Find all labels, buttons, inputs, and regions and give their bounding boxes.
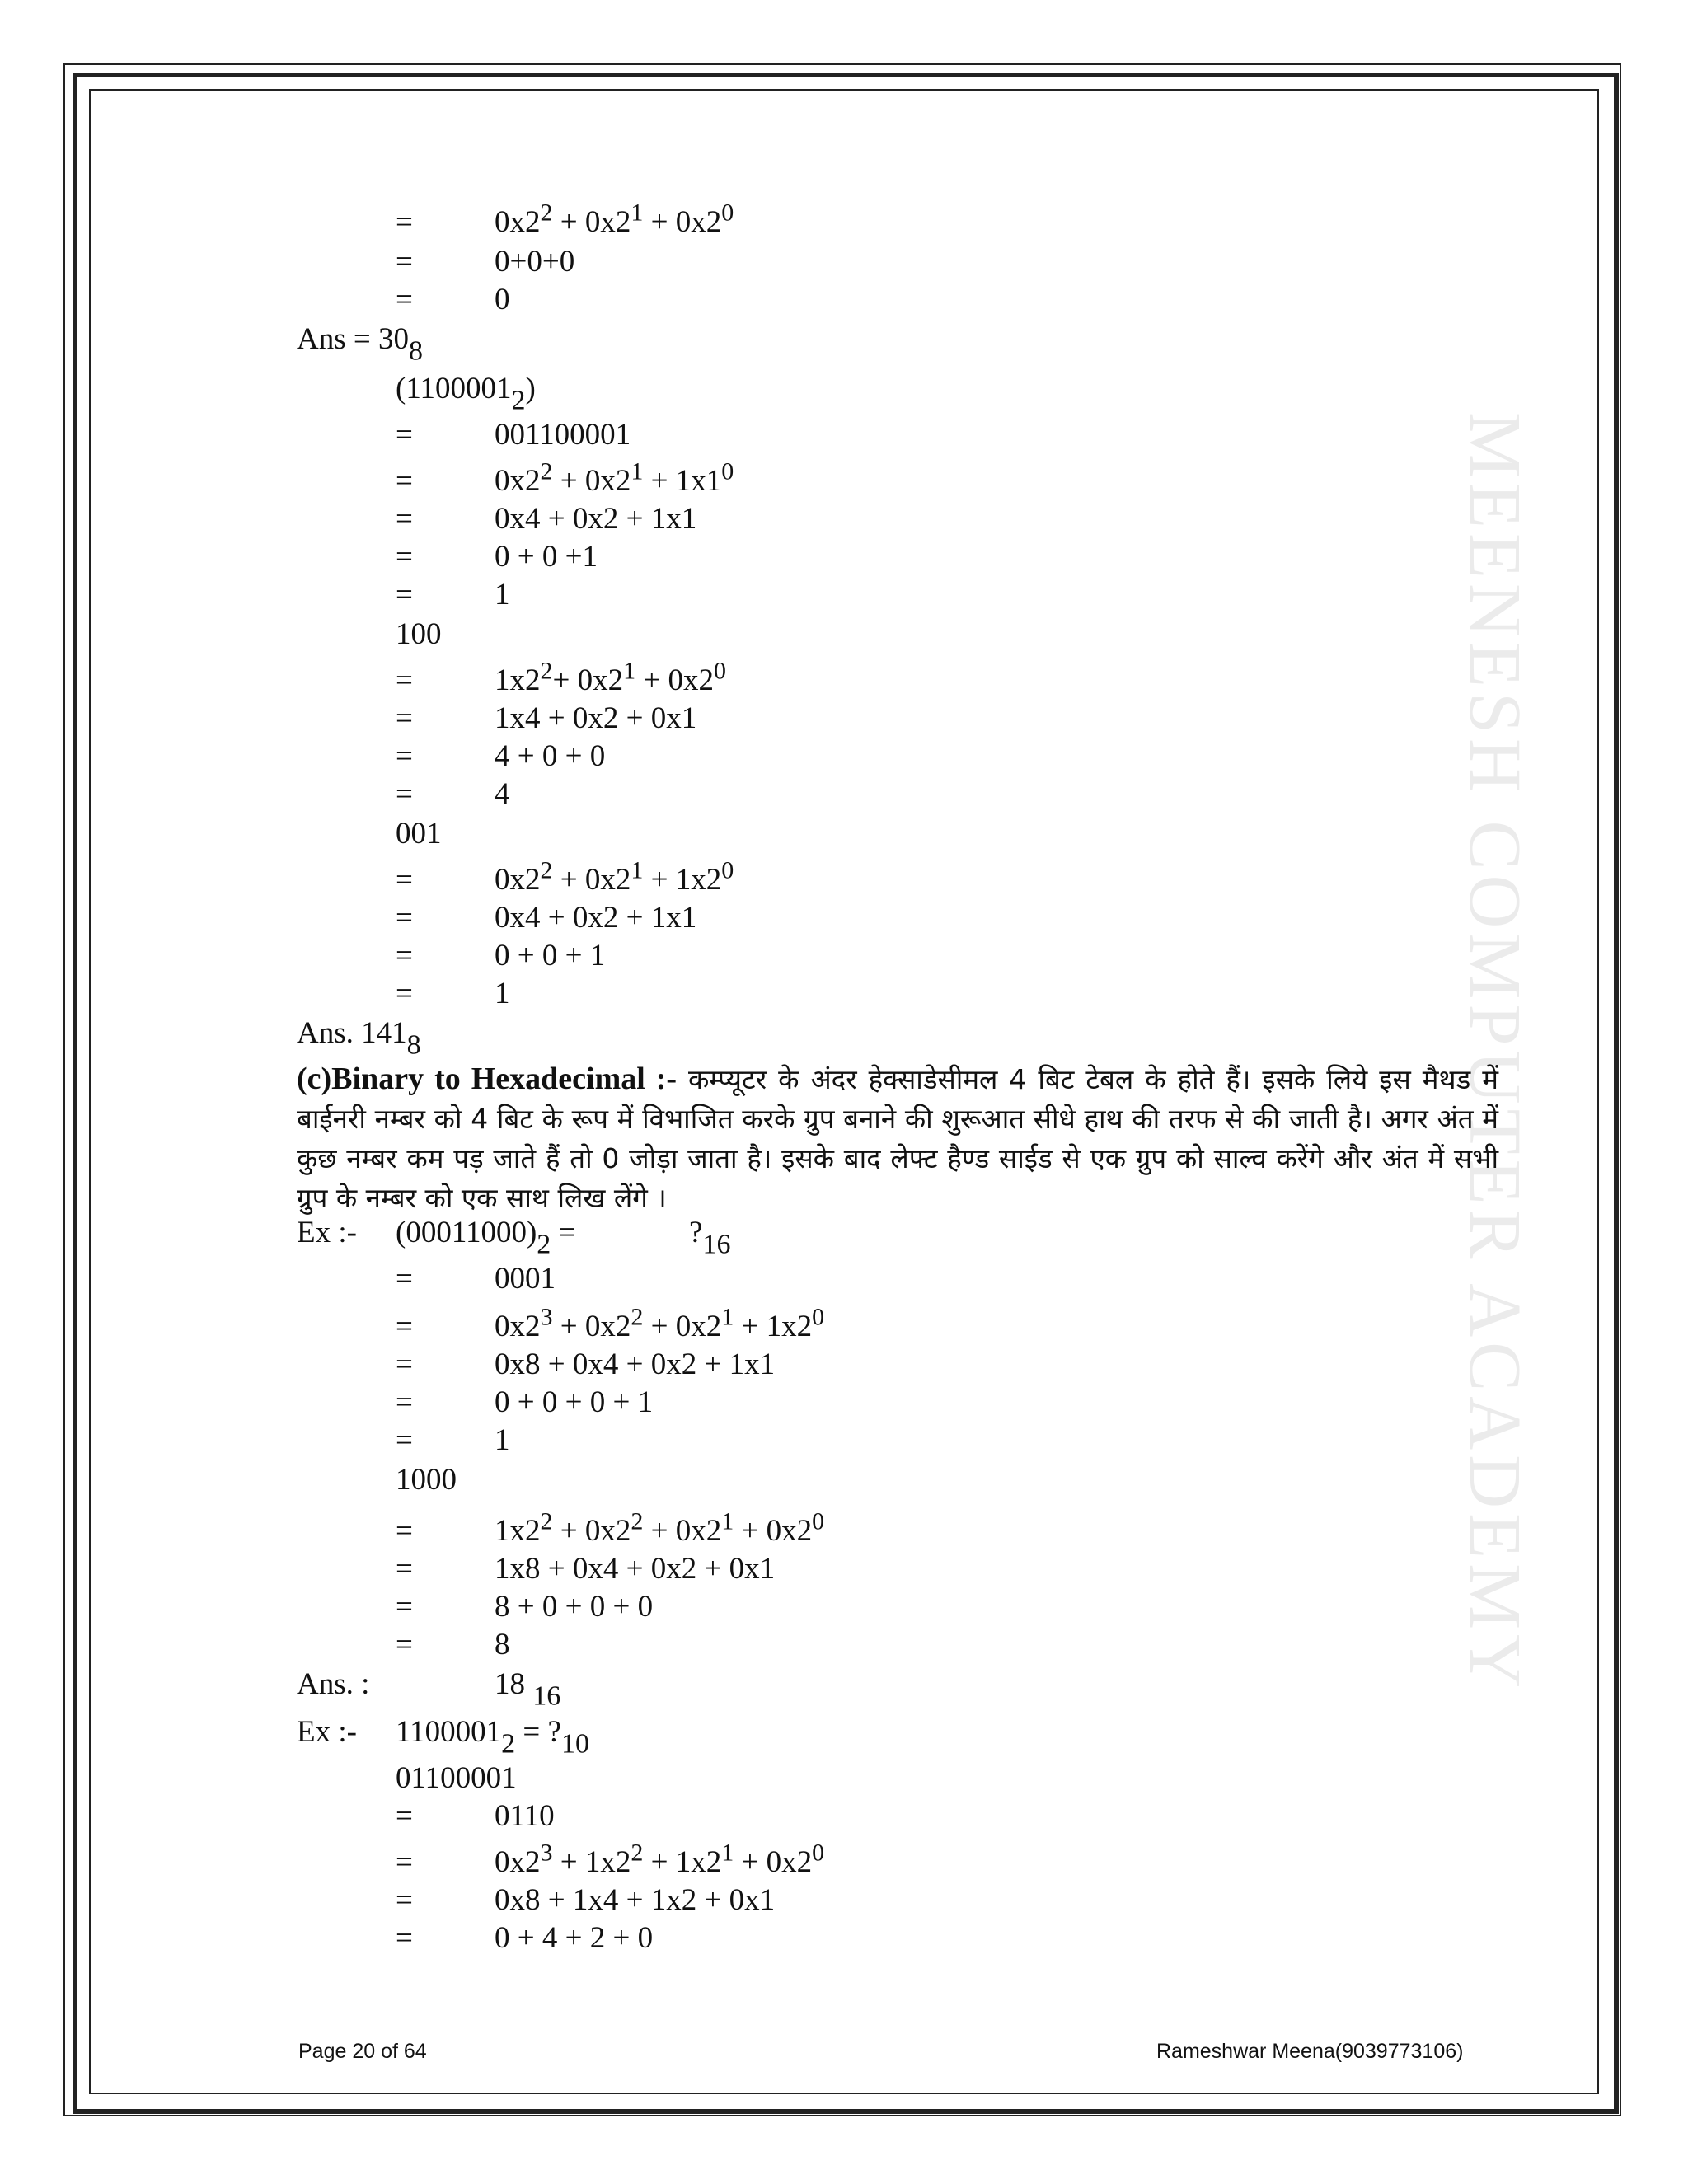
- equals-sign: =: [396, 863, 413, 897]
- binary-number: $(1100001_2)$: [396, 372, 536, 416]
- expression: 1x8 + 0x4 + 0x2 + 0x1: [495, 1552, 776, 1586]
- equals-sign: =: [396, 777, 413, 811]
- equals-sign: =: [396, 1883, 413, 1917]
- expression: 4 + 0 + 0: [495, 739, 606, 773]
- expression: 001100001: [495, 418, 631, 452]
- expression: 0001: [495, 1262, 556, 1296]
- equals-sign: =: [396, 418, 413, 452]
- author-contact: Rameshwar Meena(9039773106): [1156, 2040, 1464, 2063]
- equals-sign: =: [396, 283, 413, 316]
- example-label: Ex :-: [297, 1715, 357, 1749]
- section-heading: (c)Binary to Hexadecimal :-: [297, 1062, 678, 1096]
- expression: 0 + 4 + 2 + 0: [495, 1921, 654, 1955]
- padded-binary: 01100001: [396, 1761, 517, 1795]
- equals-sign: =: [396, 1347, 413, 1381]
- equals-sign: =: [396, 205, 413, 239]
- group-label: 1000: [396, 1463, 457, 1497]
- equals-sign: =: [396, 1590, 413, 1624]
- expression: 0110: [495, 1799, 555, 1833]
- answer-value: 18 $_{16}$: [495, 1667, 561, 1712]
- page-number: Page 20 of 64: [298, 2040, 427, 2063]
- equals-sign: =: [396, 1310, 413, 1343]
- expression: $0x2^3 + 0x2^2 + 0x2^1 + 1x2^0$: [495, 1303, 825, 1343]
- expression: 0x4 + 0x2 + 1x1: [495, 502, 697, 536]
- expression: 8: [495, 1628, 510, 1661]
- equals-sign: =: [396, 1423, 413, 1457]
- expression: 1: [495, 1423, 510, 1457]
- watermark: MEENESH COMPUTER ACADEMY: [1454, 412, 1536, 1694]
- expression: $1x2^2 + 0x2^2 + 0x2^1 + 0x2^0$: [495, 1507, 825, 1548]
- equals-sign: =: [396, 245, 413, 279]
- expression: 0: [495, 283, 510, 316]
- expression: 0x8 + 1x4 + 1x2 + 0x1: [495, 1883, 776, 1917]
- example-expression: $(00011000)_2$ =: [396, 1216, 576, 1260]
- equals-sign: =: [396, 1799, 413, 1833]
- equals-sign: =: [396, 540, 413, 574]
- expression: 0 + 0 + 0 + 1: [495, 1385, 654, 1419]
- answer: Ans. $141_8$: [297, 1016, 421, 1061]
- equals-sign: =: [396, 977, 413, 1010]
- answer: Ans = $30_8$: [297, 322, 423, 367]
- example-label: Ex :-: [297, 1216, 357, 1249]
- expression: 0 + 0 + 1: [495, 939, 606, 972]
- expression: 8 + 0 + 0 + 0: [495, 1590, 654, 1624]
- equals-sign: =: [396, 1514, 413, 1548]
- group-label: 001: [396, 817, 442, 851]
- expression: 0x8 + 0x4 + 0x2 + 1x1: [495, 1347, 776, 1381]
- answer-label: Ans. :: [297, 1667, 370, 1701]
- expression: 0+0+0: [495, 245, 575, 279]
- expression: 0 + 0 +1: [495, 540, 598, 574]
- expression: $0x2^2 + 0x2^1 + 1x1^0$: [495, 457, 734, 498]
- expression: 1x4 + 0x2 + 0x1: [495, 701, 697, 735]
- expression: 4: [495, 777, 510, 811]
- equals-sign: =: [396, 1262, 413, 1296]
- expression: $0x2^2 + 0x2^1 + 1x2^0$: [495, 856, 734, 897]
- expression: $0x2^2 + 0x2^1 + 0x2^0$: [495, 199, 734, 239]
- expression: $0x2^3 + 1x2^2 + 1x2^1 + 0x2^0$: [495, 1839, 825, 1879]
- expression: 1: [495, 578, 510, 612]
- example-expression: $1100001_2$ = $?_{10}$: [396, 1715, 589, 1760]
- section-paragraph: (c)Binary to Hexadecimal :- कम्प्यूटर के अंदर हेक्साडेसीमल 4 बिट टेबल के होते हैं। इसके लिये इस मैथड में बाईनरी नम्बर को 4 बिट के रूप में विभाजित करके ग्रुप बनाने की शुरूआत सीधे हाथ की तरफ से की जाती है। अगर अंत में कुछ नम्बर कम पड़ जाते हैं तो 0 जोड़ा जाता है। इसके बाद लेफ्ट हैण्ड साईड से एक ग्रुप को साल्व करेंगे और अंत में सभी ग्रुप के नम्बर को एक साथ लिख लेंगे ।: [297, 1062, 1498, 1214]
- equals-sign: =: [396, 1552, 413, 1586]
- equals-sign: =: [396, 464, 413, 498]
- equals-sign: =: [396, 1628, 413, 1661]
- expression: $1x2^2+ 0x2^1 + 0x2^0$: [495, 657, 726, 697]
- example-target: $?_{16}$: [689, 1216, 731, 1260]
- equals-sign: =: [396, 1921, 413, 1955]
- equals-sign: =: [396, 578, 413, 612]
- expression: 0x4 + 0x2 + 1x1: [495, 901, 697, 935]
- equals-sign: =: [396, 1385, 413, 1419]
- equals-sign: =: [396, 502, 413, 536]
- equals-sign: =: [396, 739, 413, 773]
- equals-sign: =: [396, 663, 413, 697]
- equals-sign: =: [396, 701, 413, 735]
- equals-sign: =: [396, 901, 413, 935]
- group-label: 100: [396, 617, 442, 651]
- equals-sign: =: [396, 1845, 413, 1879]
- equals-sign: =: [396, 939, 413, 972]
- expression: 1: [495, 977, 510, 1010]
